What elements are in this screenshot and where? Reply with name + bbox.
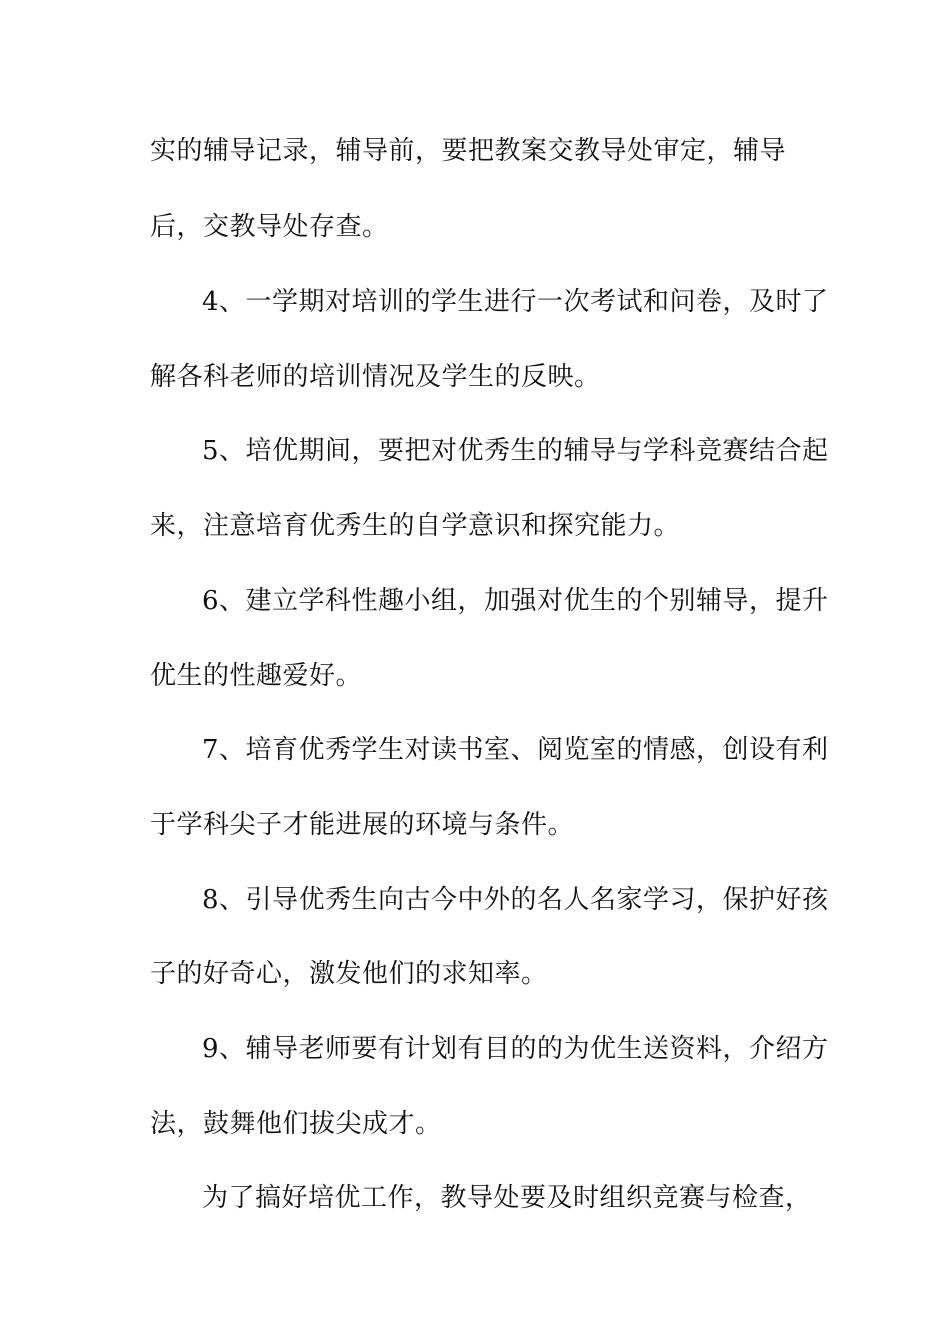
paragraph-start-line: 6、建立学科性趣小组，加强对优生的个别辅导，提升 [202,586,829,616]
text-line: 实的辅导记录，辅导前，要把教案交教导处审定，辅导 [150,136,787,166]
text-line: 解各科老师的培训情况及学生的反映。 [150,362,601,392]
paragraph-start-line: 7、培育优秀学生对读书室、阅览室的情感，创设有利 [202,735,829,765]
text-line: 于学科尖子才能进展的环境与条件。 [150,810,575,840]
text-line: 后，交教导处存查。 [150,212,389,242]
paragraph-start-line: 9、辅导老师要有计划有目的的为优生送资料，介绍方 [202,1034,829,1064]
text-line: 子的好奇心，激发他们的求知率。 [150,959,548,989]
text-line: 法，鼓舞他们拔尖成才。 [150,1109,442,1139]
paragraph-start-line: 5、培优期间，要把对优秀生的辅导与学科竞赛结合起 [202,436,829,466]
paragraph-start-line: 8、引导优秀生向古今中外的名人名家学习，保护好孩 [202,885,829,915]
paragraph-start-line: 为了搞好培优工作，教导处要及时组织竞赛与检查， [202,1183,812,1213]
paragraph-start-line: 4、一学期对培训的学生进行一次考试和问卷，及时了 [202,287,829,317]
text-line: 优生的性趣爱好。 [150,661,363,691]
text-line: 来，注意培育优秀生的自学意识和探究能力。 [150,511,681,541]
